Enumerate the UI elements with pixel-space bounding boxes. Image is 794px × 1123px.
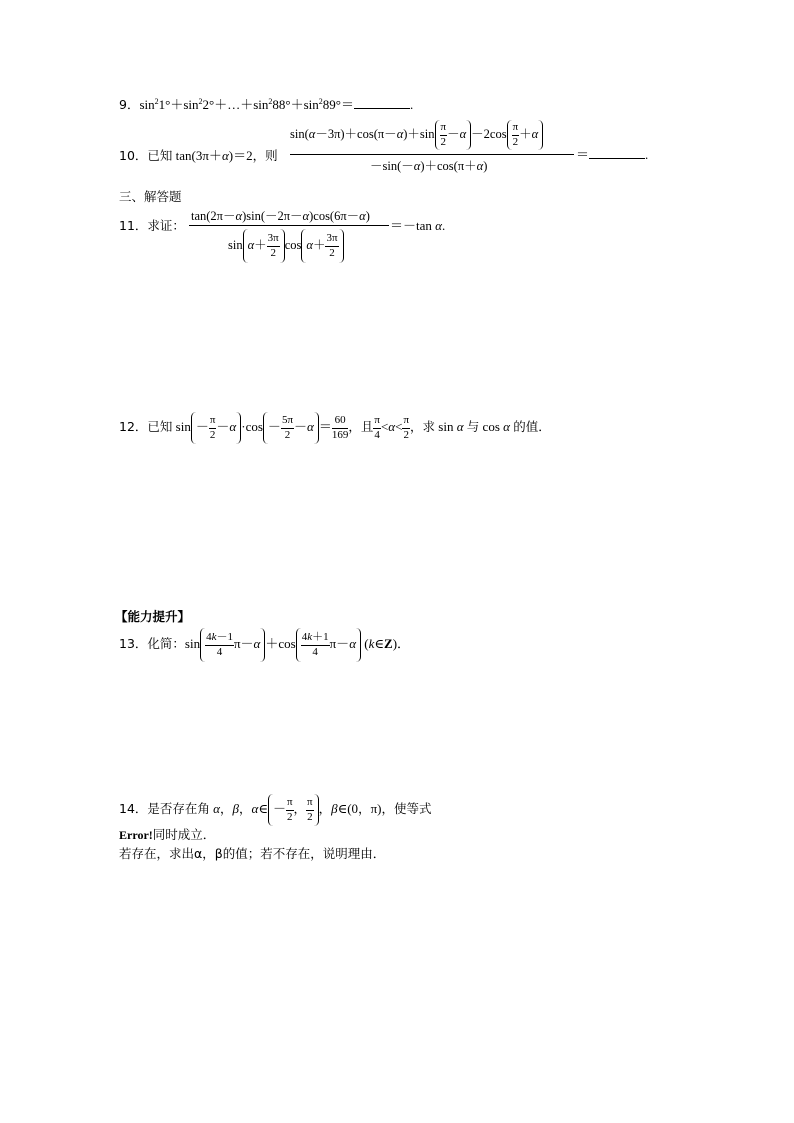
section-title: 【能力提升】	[115, 609, 191, 624]
section-title: 三、解答题	[119, 189, 182, 204]
question-9: 9．$\sin^21^\circ+\sin^22^\circ+\dots+\sin^288^\circ+\sin^289^\circ=$ .	[119, 97, 414, 112]
question-number: 9．	[119, 97, 140, 112]
question-11-lead: 11．求证：	[119, 218, 185, 233]
question-10-numerator: sin(α－3π)＋cos(π－α)＋sin $\frac{\pi}{2}$ －α －2cos $\frac{\pi}{2}$ ＋α	[290, 120, 543, 150]
error-text: Error!	[119, 828, 153, 842]
question-10-fraction-bar	[290, 154, 574, 155]
period: .	[409, 97, 414, 112]
question-11-rhs: ＝－tan α.	[390, 218, 446, 233]
question-14-line-1: 14．是否存在角 α，β，α∈ － $\frac{\pi}{2}$ ， $\frac{\pi}{2}$ ，β∈(0，π)，使等式	[119, 794, 432, 826]
question-10-tail: ＝ .	[576, 147, 649, 162]
answer-blank	[589, 158, 645, 159]
question-11-numerator: tan(2π－α)sin(－2π－α)cos(6π－α)	[191, 209, 370, 223]
question-number: 10．已知	[119, 148, 173, 163]
question-12: 12．已知 sin － $\frac{\pi}{2}$ －α ·cos － $\frac{5\pi}{2}$ －α ＝ $\frac{60}{169}$ ，且 $\frac{\pi}{4}$ <α< $\frac{\pi}{2}$ ，求 sin α 与 cos α 的值．	[119, 412, 551, 444]
question-14-line-2	[119, 828, 215, 842]
line-text: 同时成立．	[152, 827, 216, 842]
question-10-lead: 10．已知 tan(3π＋α)＝2，则	[119, 148, 278, 163]
question-11-denominator: sin α＋ $\frac{3\pi}{2}$ cos α＋ $\frac{3\pi}{2}$	[228, 229, 344, 263]
question-13: 13．化简：sin $\frac{4k-1}{4}$ π－α ＋cos $\frac{4k+1}{4}$ π－α (k∈Z)．	[119, 628, 410, 662]
answer-blank	[354, 108, 410, 109]
question-10-denominator: －sin(－α)＋cos(π＋α)	[370, 159, 488, 173]
question-11-fraction-bar	[189, 225, 389, 226]
question-14-line-3: 若存在，求出α，β的值；若不存在，说明理由．	[119, 846, 386, 861]
